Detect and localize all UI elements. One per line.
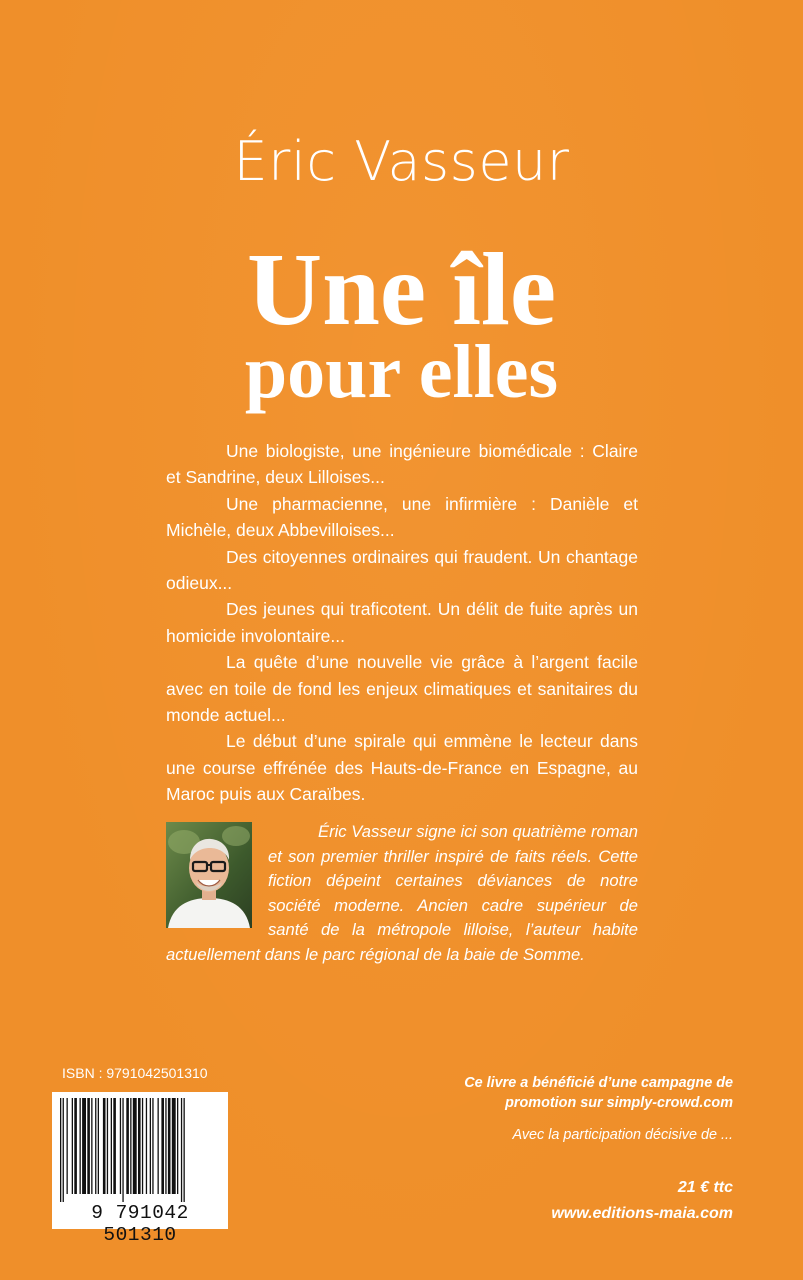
synopsis-paragraph: Une biologiste, une ingénieure biomédicale : Claire et Sandrine, deux Lilloises... xyxy=(166,441,638,488)
barcode-bar xyxy=(91,1098,92,1194)
barcode-bar xyxy=(80,1098,81,1194)
barcode-bar xyxy=(181,1098,182,1202)
barcode-bar xyxy=(177,1098,178,1194)
barcode-bar xyxy=(60,1098,61,1202)
crowdfunding-note: Ce livre a bénéficié d’une campagne de promotion sur simply-crowd.com xyxy=(464,1075,733,1111)
barcode-bar xyxy=(152,1098,153,1194)
author-biography xyxy=(166,820,638,968)
barcode-bar xyxy=(74,1098,77,1194)
barcode-bar xyxy=(138,1098,141,1194)
barcode-bar xyxy=(161,1098,164,1194)
barcode-bar xyxy=(150,1098,151,1194)
synopsis-paragraph: Le début d’une spirale qui emmène le lecteur dans une course effrénée des Hauts-de-France en Espagne, au Maroc puis aux Caraïbes. xyxy=(166,731,638,805)
author-biography-text: Éric Vasseur signe ici son quatrième roman et son premier thriller inspiré de faits réels. Cette fiction dépeint certaines déviances de notre société moderne. Ancien cadre supérieur de santé de la métropole lilloise, l’auteur habite actuellement dans le parc régional de la baie de Somme. xyxy=(166,822,638,964)
barcode-bar xyxy=(126,1098,129,1194)
barcode-bar xyxy=(146,1098,147,1194)
barcode-bar xyxy=(95,1098,96,1194)
barcode-bar xyxy=(142,1098,143,1194)
synopsis xyxy=(166,438,638,808)
barcode-bar xyxy=(172,1098,176,1194)
synopsis-paragraph: La quête d’une nouvelle vie grâce à l’argent facile avec en toile de fond les enjeux climatiques et sanitaires du monde actuel... xyxy=(166,652,638,726)
barcode-bar xyxy=(107,1098,108,1194)
barcode-bar xyxy=(103,1098,106,1194)
barcode-bar xyxy=(133,1098,137,1194)
isbn-number: ISBN : 9791042501310 xyxy=(62,1065,208,1081)
author-name: Éric Vasseur xyxy=(233,130,570,193)
barcode-bar xyxy=(130,1098,131,1194)
barcode-bar xyxy=(72,1098,73,1194)
barcode-bar xyxy=(165,1098,166,1194)
barcode-digits: 9 791042 501310 xyxy=(91,1202,189,1246)
barcode-bar xyxy=(122,1098,123,1202)
barcode-bar xyxy=(113,1098,116,1194)
synopsis-paragraph: Une pharmacienne, une infirmière : Danièle et Michèle, deux Abbevilloises... xyxy=(166,493,638,541)
participation-note: Avec la participation décisive de ... xyxy=(512,1127,733,1143)
barcode-bar xyxy=(111,1098,112,1194)
barcode-bar xyxy=(120,1098,121,1194)
barcode-bar xyxy=(82,1098,86,1194)
synopsis-paragraph: Des citoyennes ordinaires qui fraudent. Un chantage odieux... xyxy=(166,546,638,594)
synopsis-paragraph: Des jeunes qui traficotent. Un délit de fuite après un homicide involontaire... xyxy=(166,599,638,646)
barcode-bar xyxy=(67,1098,68,1194)
publisher-website: www.editions-maia.com xyxy=(551,1205,733,1222)
barcode-bar xyxy=(168,1098,171,1194)
price: 21 € ttc xyxy=(677,1179,733,1196)
barcode-bar xyxy=(184,1098,185,1202)
barcode-bars-icon xyxy=(52,1092,228,1202)
barcode-bar xyxy=(87,1098,90,1194)
barcode xyxy=(52,1092,228,1246)
book-title-line-1: Une île xyxy=(246,232,557,347)
barcode-bar xyxy=(98,1098,99,1194)
book-title-line-2: pour elles xyxy=(244,330,559,414)
barcode-bar xyxy=(63,1098,64,1202)
barcode-bar xyxy=(158,1098,159,1194)
